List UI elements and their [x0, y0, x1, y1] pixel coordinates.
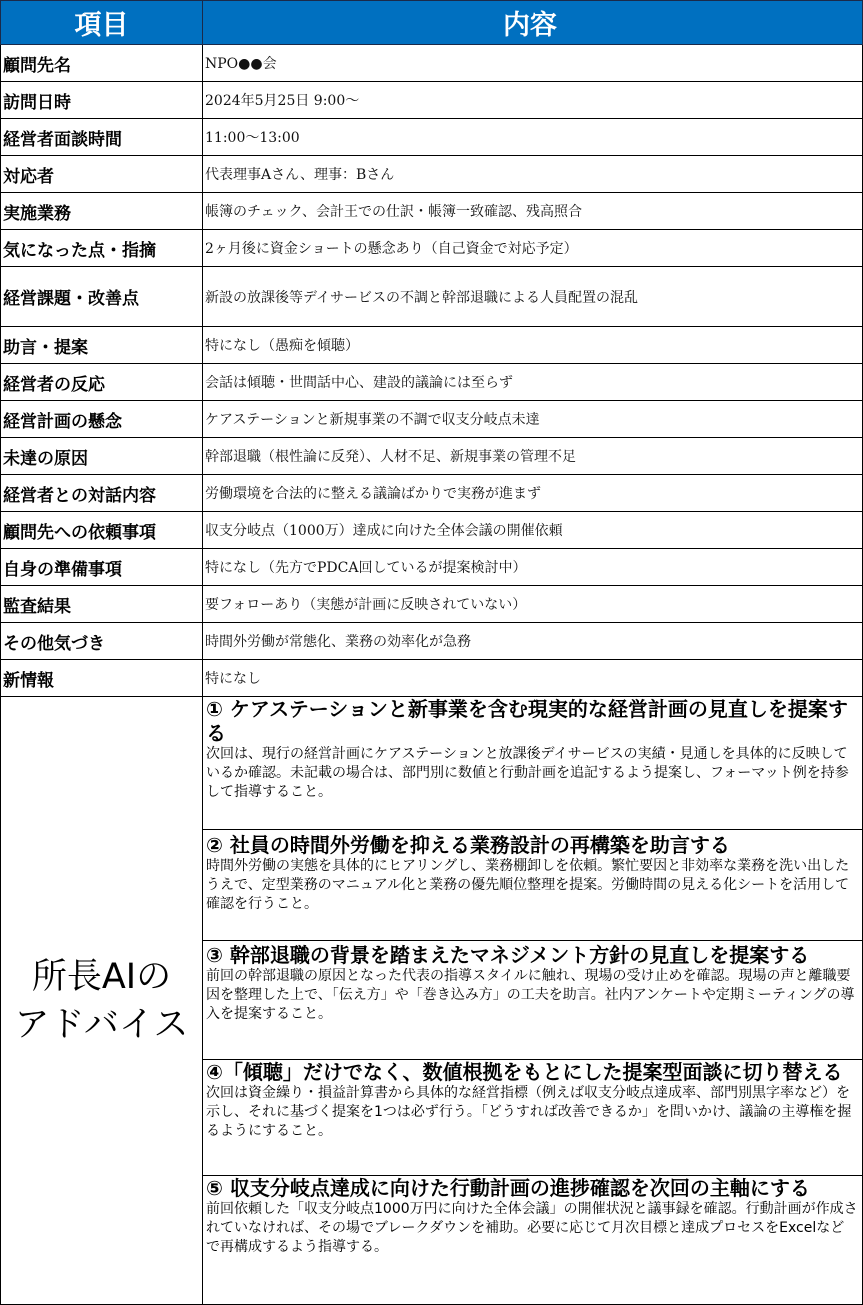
- table-row: [1, 193, 863, 230]
- advice-item: [203, 697, 862, 830]
- table-row: [1, 119, 863, 156]
- row-label: 経営課題・改善点: [1, 267, 203, 327]
- advice-item: [203, 830, 862, 941]
- table-row: [1, 82, 863, 119]
- row-label: 未達の原因: [1, 438, 203, 475]
- row-value: 2024年5月25日 9:00～: [203, 82, 863, 119]
- ai-advice-list: [203, 697, 863, 1305]
- row-value: 代表理事Aさん、理事：Bさん: [203, 156, 863, 193]
- advice-title: ① ケアステーションと新事業を含む現実的な経営計画の見直しを提案する: [206, 697, 848, 745]
- table-row: [1, 438, 863, 475]
- row-label: 経営者の反応: [1, 364, 203, 401]
- row-label: 顧問先への依頼事項: [1, 512, 203, 549]
- table-row: [1, 45, 863, 82]
- advice-body: 次回は資金繰り・損益計算書から具体的な経営指標（例えば収支分岐点達成率、部門別黒字率など）を示し、それに基づく提案を1つは必ず行う。「どうすれば改善できるか」を問いかけ、議論の主導権を握るようにすること。: [206, 1085, 852, 1139]
- row-label: 訪問日時: [1, 82, 203, 119]
- advice-title: ⑤ 収支分岐点達成に向けた行動計画の進捗確認を次回の主軸にする: [206, 1176, 810, 1200]
- row-value: 特になし: [203, 660, 863, 697]
- ai-advice-row: [1, 697, 863, 1305]
- table-row: [1, 586, 863, 623]
- row-label: 顧問先名: [1, 45, 203, 82]
- row-label: 助言・提案: [1, 327, 203, 364]
- advice-item: [203, 1060, 862, 1176]
- table-row: [1, 364, 863, 401]
- row-value: 2ヶ月後に資金ショートの懸念あり（自己資金で対応予定）: [203, 230, 863, 267]
- row-value: 会話は傾聴・世間話中心、建設的議論には至らず: [203, 364, 863, 401]
- table-row: [1, 267, 863, 327]
- row-value: 要フォローあり（実態が計画に反映されていない）: [203, 586, 863, 623]
- header-item: 項目: [1, 1, 203, 45]
- ai-advice-label: [1, 697, 203, 1305]
- advice-title: ④「傾聴」だけでなく、数値根拠をもとにした提案型面談に切り替える: [206, 1060, 843, 1084]
- advice-body: 前回の幹部退職の原因となった代表の指導スタイルに触れ、現場の受け止めを確認。現場の声と離職要因を整理した上で、「伝え方」や「巻き込み方」の工夫を助言。社内アンケートや定期ミーティングの導入を提案すること。: [206, 968, 855, 1022]
- table-row: [1, 623, 863, 660]
- row-value: 帳簿のチェック、会計王での仕訳・帳簿一致確認、残高照合: [203, 193, 863, 230]
- advice-item: [203, 1176, 862, 1303]
- table-row: [1, 512, 863, 549]
- table-row: [1, 475, 863, 512]
- table-row: [1, 156, 863, 193]
- advice-item: [203, 941, 862, 1060]
- row-label: 新情報: [1, 660, 203, 697]
- row-value: 労働環境を合法的に整える議論ばかりで実務が進まず: [203, 475, 863, 512]
- advice-title: ③ 幹部退職の背景を踏まえたマネジメント方針の見直しを提案する: [206, 943, 810, 967]
- advice-body: 次回は、現行の経営計画にケアステーションと放課後デイサービスの実績・見通しを具体的に反映しているか確認。未記載の場合は、部門別に数値と行動計画を追記するよう提案し、フォーマット例を持参して指導すること。: [206, 746, 849, 800]
- row-value: 収支分岐点（1000万）達成に向けた全体会議の開催依頼: [203, 512, 863, 549]
- row-label: その他気づき: [1, 623, 203, 660]
- row-label: 監査結果: [1, 586, 203, 623]
- row-label: 実施業務: [1, 193, 203, 230]
- advice-title: ② 社員の時間外労働を抑える業務設計の再構築を助言する: [206, 833, 730, 857]
- table-row: [1, 401, 863, 438]
- row-value: 新設の放課後等デイサービスの不調と幹部退職による人員配置の混乱: [203, 267, 863, 327]
- table-row: [1, 230, 863, 267]
- header-content: 内容: [203, 1, 863, 45]
- row-value: 特になし（先方でPDCA回しているが提案検討中）: [203, 549, 863, 586]
- advice-body: 時間外労働の実態を具体的にヒアリングし、業務棚卸しを依頼。繁忙要因と非効率な業務を洗い出したうえで、定型業務のマニュアル化と業務の優先順位整理を提案。労働時間の見える化シートを活用して確認を行うこと。: [206, 858, 850, 912]
- row-label: 経営者面談時間: [1, 119, 203, 156]
- row-label: 経営計画の懸念: [1, 401, 203, 438]
- row-label: 対応者: [1, 156, 203, 193]
- row-value: 幹部退職（根性論に反発）、人材不足、新規事業の管理不足: [203, 438, 863, 475]
- header-row: [1, 1, 863, 45]
- advice-body: 前回依頼した「収支分岐点1000万円に向けた全体会議」の開催状況と議事録を確認。行動計画が作成されていなければ、その場でブレークダウンを補助。必要に応じて月次目標と達成プロセスをExcelなどで再構成するよう指導する。: [206, 1201, 858, 1255]
- row-value: 時間外労働が常態化、業務の効率化が急務: [203, 623, 863, 660]
- row-value: NPO●●会: [203, 45, 863, 82]
- row-value: 特になし（愚痴を傾聴）: [203, 327, 863, 364]
- row-value: ケアステーションと新規事業の不調で収支分岐点未達: [203, 401, 863, 438]
- row-label: 気になった点・指摘: [1, 230, 203, 267]
- ai-label-line2: アドバイス: [14, 1004, 189, 1045]
- row-label: 経営者との対話内容: [1, 475, 203, 512]
- table-row: [1, 549, 863, 586]
- table-row: [1, 660, 863, 697]
- row-value: 11:00～13:00: [203, 119, 863, 156]
- table-row: [1, 327, 863, 364]
- row-label: 自身の準備事項: [1, 549, 203, 586]
- ai-label-line1: 所長AIの: [31, 956, 172, 997]
